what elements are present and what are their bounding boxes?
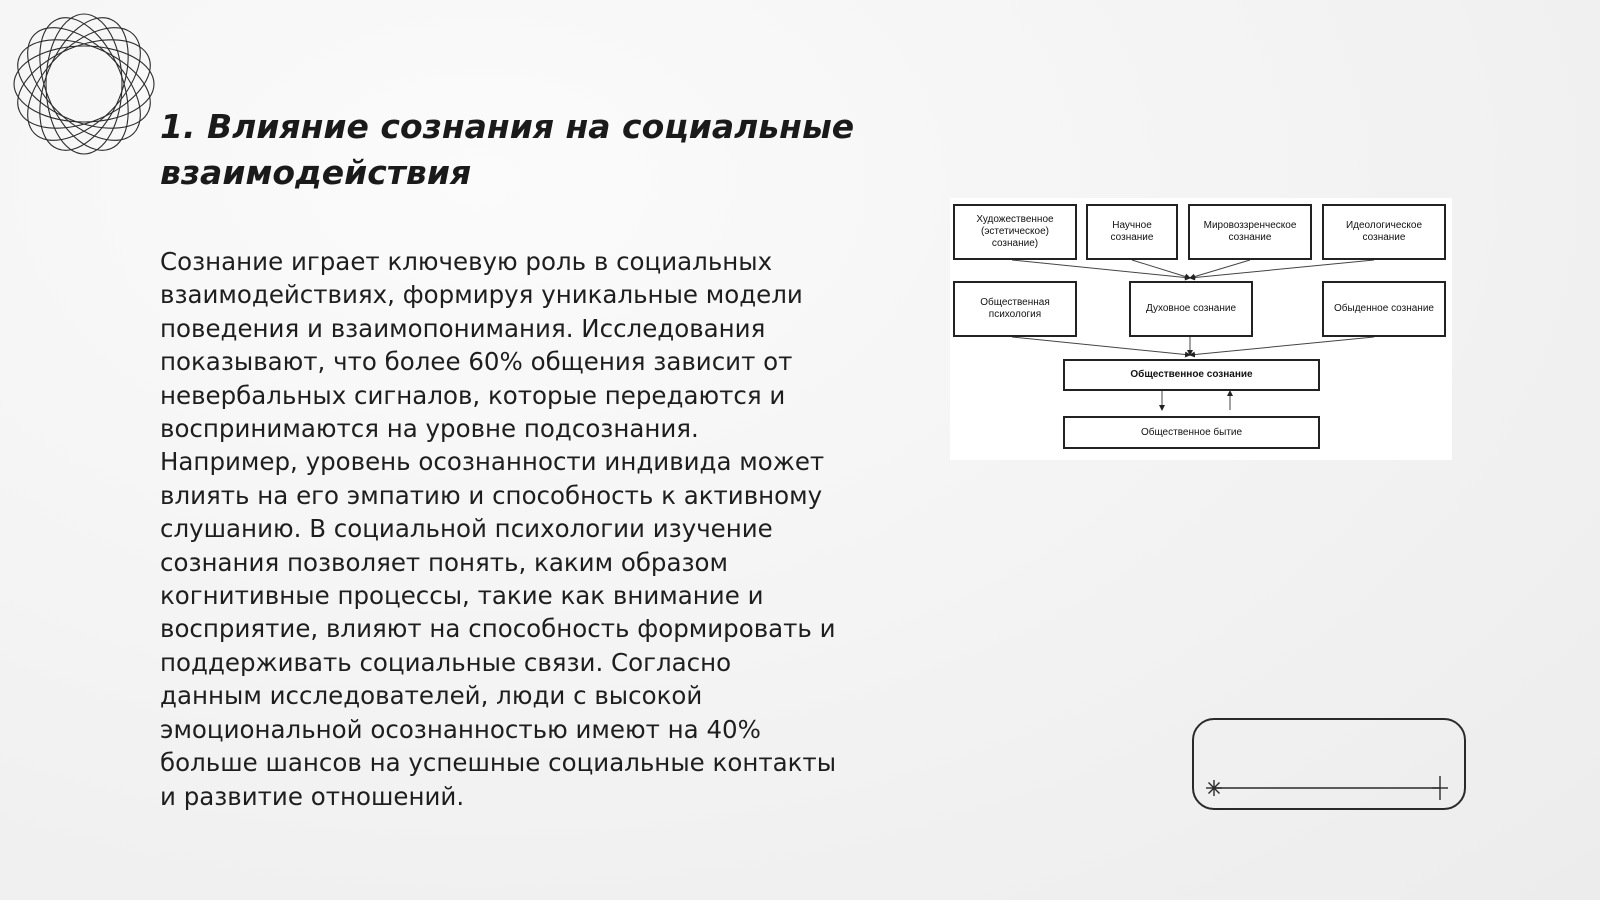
page-title: 1. Влияние сознания на социальные взаимодействия	[160, 107, 855, 192]
node-worldview-consciousness: Мировоззренческое сознание	[1188, 204, 1312, 260]
link-art-spiritual	[1012, 260, 1190, 278]
node-social-psychology: Общественная психология	[953, 281, 1077, 337]
rosette-ellipse	[8, 8, 160, 160]
rosette-ellipse	[8, 22, 160, 146]
plus-cross-icon	[1432, 776, 1448, 800]
rosette-logo-icon	[8, 8, 160, 160]
rosette-ellipse	[14, 46, 154, 122]
rosette-ellipse	[8, 22, 160, 146]
node-scientific-consciousness: Научное сознание	[1086, 204, 1178, 260]
rosette-ellipse	[8, 8, 160, 160]
decorative-line-card	[1192, 718, 1466, 810]
link-psych-social	[1012, 337, 1190, 355]
decorative-line	[1194, 720, 1464, 808]
rosette-ellipse	[22, 8, 146, 160]
rosette-ellipse	[46, 14, 122, 154]
rosette-ellipse	[22, 8, 146, 160]
link-everyday-social	[1190, 337, 1374, 355]
link-ideology-spiritual	[1190, 260, 1374, 278]
consciousness-structure-diagram	[950, 198, 1452, 460]
node-spiritual-consciousness: Духовное сознание	[1129, 281, 1253, 337]
body-paragraph: Сознание играет ключевую роль в социальных взаимодействиях, формируя уникальные модели поведения и взаимопонимания. Исследования показывают, что более 60% общения зависит от невербальных сигналов, которые передаются и воспринимаются на уровне подсознания. Например, уровень осознанности индивида может влиять на его эмпатию и способность к активному слушанию. В социальной психологии изучение сознания позволяет понять, каким образом когнитивные процессы, такие как внимание и восприятие, влияют на способность формировать и поддерживать социальные связи. Согласно данным исследователей, люди с высокой эмоциональной осознанностью имеют на 40% больше шансов на успешные социальные контакты и развитие отношений.	[160, 247, 837, 811]
node-ideological-consciousness: Идеологическое сознание	[1322, 204, 1446, 260]
node-social-being: Общественное бытие	[1063, 416, 1320, 449]
node-everyday-consciousness: Обыденное сознание	[1322, 281, 1446, 337]
sparkle-star-icon	[1206, 780, 1222, 796]
node-art-consciousness: Художественное (эстетическое) сознание)	[953, 204, 1077, 260]
node-social-consciousness: Общественное сознание	[1063, 359, 1320, 391]
